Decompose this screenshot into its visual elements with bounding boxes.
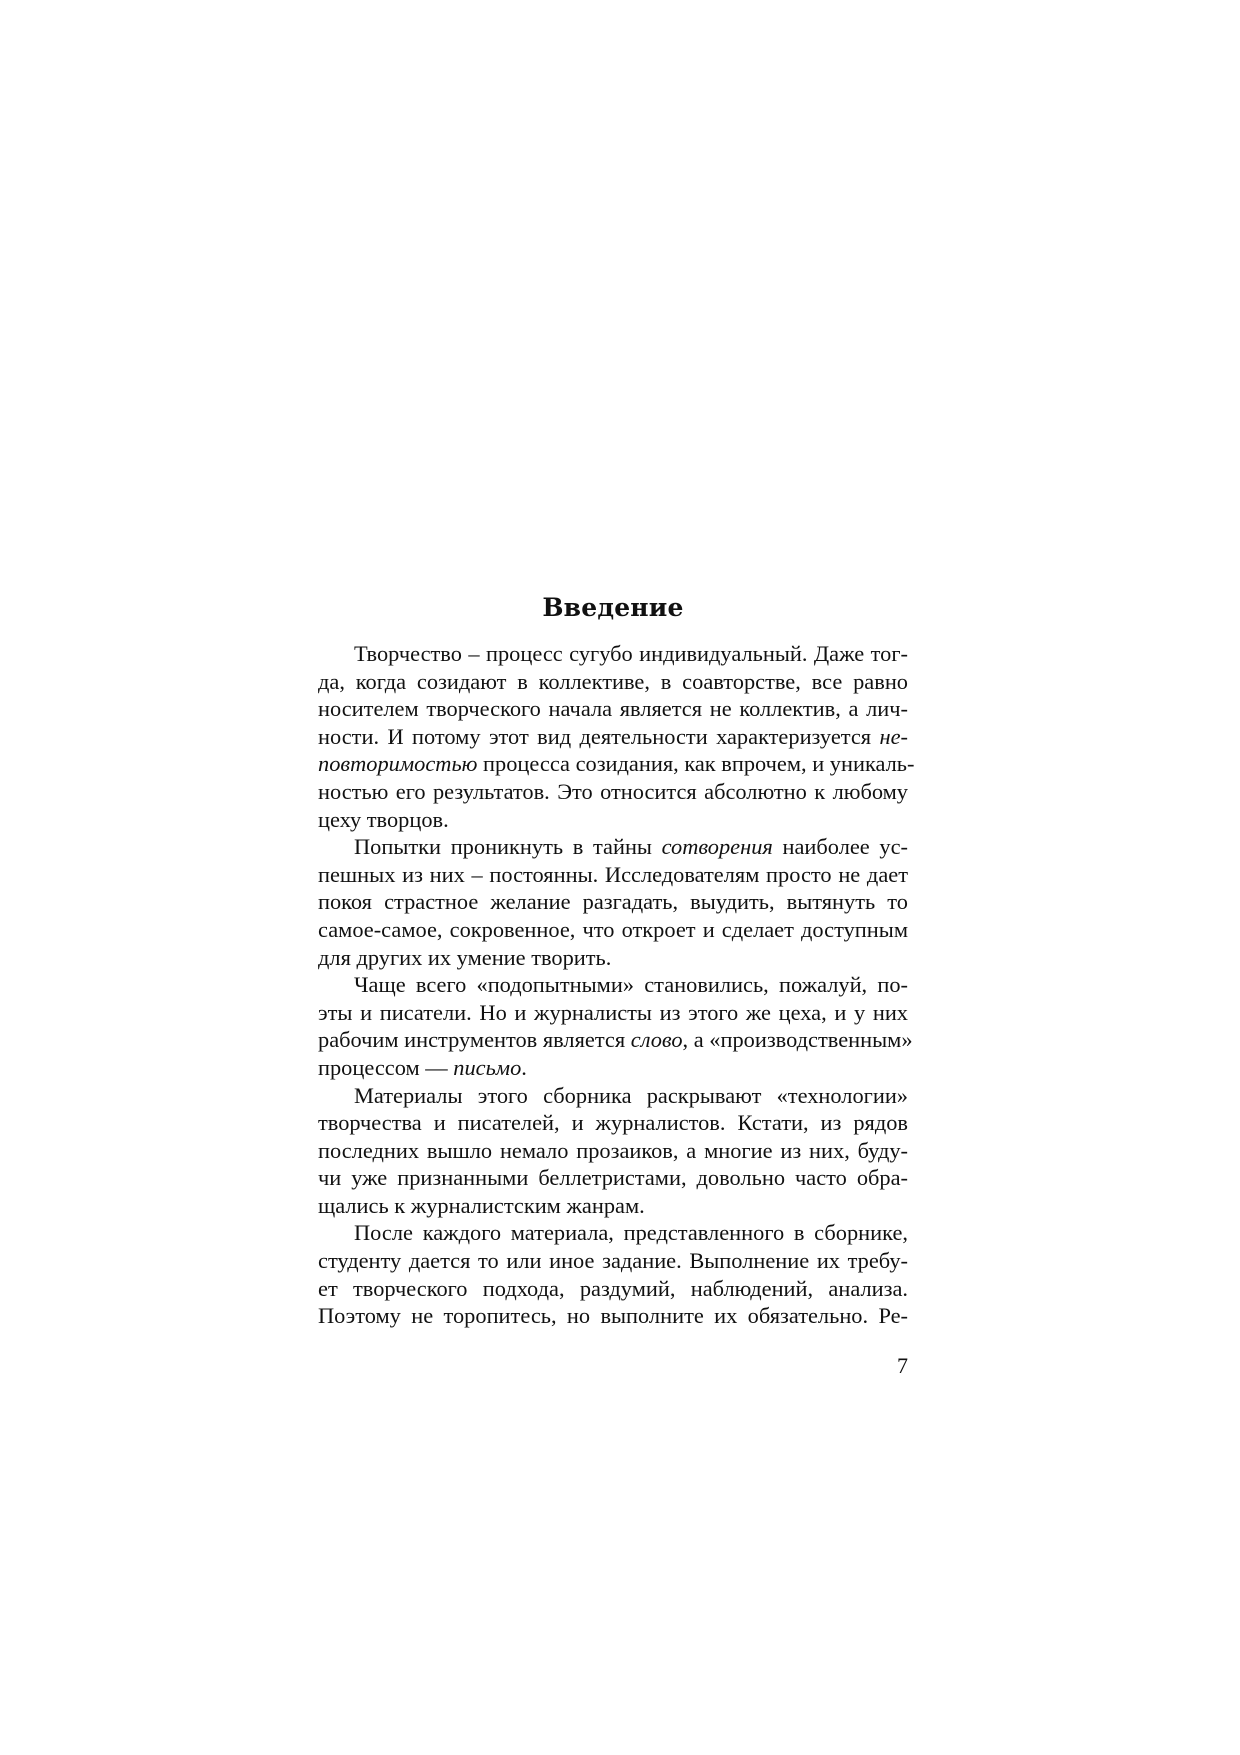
text-run: да, когда созидают в коллективе, в соавторстве, все равно bbox=[318, 668, 908, 694]
text-run: Материалы этого сборника раскрывают «технологии» bbox=[354, 1082, 908, 1108]
text-line bbox=[318, 1219, 908, 1247]
text-line bbox=[318, 999, 908, 1027]
text-run: После каждого материала, представленного в сборнике, bbox=[354, 1220, 908, 1246]
text-line bbox=[318, 861, 908, 889]
emphasis-text: слово bbox=[630, 1027, 683, 1053]
text-run: , а «производственным» bbox=[682, 1027, 913, 1053]
text-run: последних вышло немало прозаиков, а многие из них, буду- bbox=[318, 1137, 908, 1163]
text-run: цеху творцов. bbox=[318, 806, 449, 832]
emphasis-text: не- bbox=[879, 723, 908, 749]
paragraph bbox=[318, 640, 915, 833]
text-line bbox=[318, 1164, 908, 1192]
text-run: щались к журналистским жанрам. bbox=[318, 1192, 645, 1218]
text-run: процесса созидания, как впрочем, и уникаль- bbox=[477, 751, 915, 777]
text-line bbox=[318, 750, 915, 778]
text-line bbox=[318, 1026, 913, 1054]
text-line bbox=[318, 888, 908, 916]
text-line bbox=[318, 1302, 908, 1330]
emphasis-text: повторимостью bbox=[318, 751, 478, 777]
text-run: ностью его результатов. Это относится абсолютно к любому bbox=[318, 778, 908, 804]
text-line bbox=[318, 668, 908, 696]
text-run: покоя страстное желание разгадать, выудить, вытянуть то bbox=[318, 889, 908, 915]
text-line bbox=[318, 806, 908, 834]
text-run: пешных из них – постоянны. Исследователям просто не дает bbox=[318, 861, 908, 887]
chapter-title: Введение bbox=[542, 593, 684, 622]
text-run: для других их умение творить. bbox=[318, 944, 612, 970]
text-run: Попытки проникнуть в тайны bbox=[354, 834, 662, 860]
text-run: рабочим инструментов является bbox=[318, 1027, 631, 1053]
paragraph bbox=[318, 1219, 908, 1329]
text-run: ности. И потому этот вид деятельности характеризуется bbox=[318, 723, 880, 749]
page-number: 7 bbox=[897, 1353, 908, 1378]
text-run: носителем творческого начала является не коллектив, а лич- bbox=[318, 696, 908, 722]
paragraph bbox=[318, 971, 913, 1081]
text-run: студенту дается то или иное задание. Выполнение их требу- bbox=[318, 1248, 908, 1274]
text-run: наиболее ус- bbox=[772, 834, 908, 860]
text-line bbox=[318, 723, 908, 751]
text-run: творчества и писателей, и журналистов. Кстати, из рядов bbox=[318, 1110, 908, 1136]
text-line bbox=[318, 1275, 908, 1303]
text-line bbox=[318, 971, 908, 999]
emphasis-text: письмо bbox=[453, 1054, 522, 1080]
text-run: . bbox=[521, 1054, 527, 1080]
text-line bbox=[318, 640, 908, 668]
text-line bbox=[318, 778, 908, 806]
text-line bbox=[318, 1054, 908, 1082]
text-run: Чаще всего «подопытными» становились, пожалуй, по- bbox=[354, 972, 908, 998]
paragraph bbox=[318, 1082, 908, 1220]
text-run: Поэтому не торопитесь, но выполните их обязательно. Ре- bbox=[318, 1303, 908, 1329]
emphasis-text: сотворения bbox=[661, 834, 773, 860]
text-run: эты и писатели. Но и журналисты из этого же цеха, и у них bbox=[318, 999, 908, 1025]
paragraph bbox=[318, 833, 908, 971]
text-line bbox=[318, 1192, 908, 1220]
chapter-body bbox=[318, 640, 915, 1330]
text-line bbox=[318, 1247, 908, 1275]
text-line bbox=[318, 916, 908, 944]
text-run: Творчество – процесс сугубо индивидуальный. Даже тог- bbox=[354, 641, 908, 666]
text-line bbox=[318, 1082, 908, 1110]
text-run: процессом — bbox=[318, 1054, 454, 1080]
text-line bbox=[318, 833, 908, 861]
text-line bbox=[318, 695, 908, 723]
text-line bbox=[318, 1109, 908, 1137]
text-run: чи уже признанными беллетристами, довольно часто обра- bbox=[318, 1165, 908, 1191]
chapter-text-block bbox=[318, 592, 915, 1330]
text-run: ет творческого подхода, раздумий, наблюдений, анализа. bbox=[318, 1275, 908, 1301]
text-run: самое-самое, сокровенное, что откроет и сделает доступным bbox=[318, 916, 908, 942]
text-line bbox=[318, 944, 908, 972]
text-line bbox=[318, 1137, 908, 1165]
